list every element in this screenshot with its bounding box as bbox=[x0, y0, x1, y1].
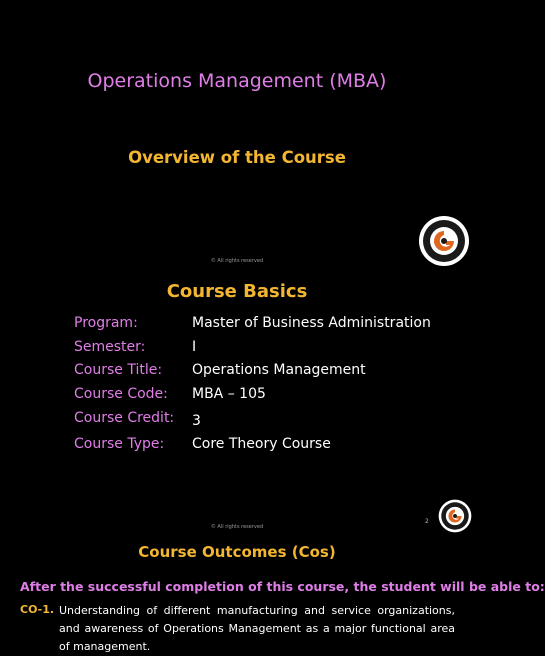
course-basics-heading: Course Basics bbox=[166, 281, 308, 302]
row-label: Program: bbox=[74, 315, 138, 331]
overview-heading: Overview of the Course bbox=[128, 148, 346, 167]
row-value: Operations Management bbox=[192, 362, 366, 378]
copyright-note: © All rights reserved bbox=[210, 258, 264, 264]
row-label: Course Credit: bbox=[74, 410, 175, 426]
info-row-course-title bbox=[74, 362, 474, 384]
row-label: Course Code: bbox=[74, 386, 168, 402]
row-value: 3 bbox=[192, 413, 201, 429]
copyright-note: © All rights reserved bbox=[210, 524, 264, 530]
page-number: 2 bbox=[425, 518, 429, 525]
row-label: Course Type: bbox=[74, 436, 165, 452]
row-label: Semester: bbox=[74, 339, 146, 355]
info-row-semester bbox=[74, 339, 474, 361]
course-title: Operations Management (MBA) bbox=[87, 70, 387, 92]
info-row-program bbox=[74, 315, 474, 337]
outcomes-intro: After the successful completion of this course, the student will be able to: bbox=[20, 579, 545, 594]
outcome-text: Understanding of different manufacturing and service organizations, and awareness of Operations Management as a major functional area of management. bbox=[59, 604, 455, 653]
info-row-course-credit bbox=[74, 410, 474, 432]
row-value: Master of Business Administration bbox=[192, 315, 431, 331]
slide-title bbox=[0, 0, 474, 270]
info-row-course-code bbox=[74, 386, 474, 408]
row-value: I bbox=[192, 339, 197, 355]
row-label: Course Title: bbox=[74, 362, 163, 378]
row-value: Core Theory Course bbox=[192, 436, 331, 452]
info-row-course-type bbox=[74, 436, 474, 458]
outcome-tag: CO-1. bbox=[20, 603, 55, 616]
row-value: MBA – 105 bbox=[192, 386, 266, 402]
slide-course-outcomes bbox=[0, 535, 545, 653]
course-outcomes-heading: Course Outcomes (Cos) bbox=[138, 543, 336, 561]
slide-course-basics bbox=[0, 270, 474, 535]
